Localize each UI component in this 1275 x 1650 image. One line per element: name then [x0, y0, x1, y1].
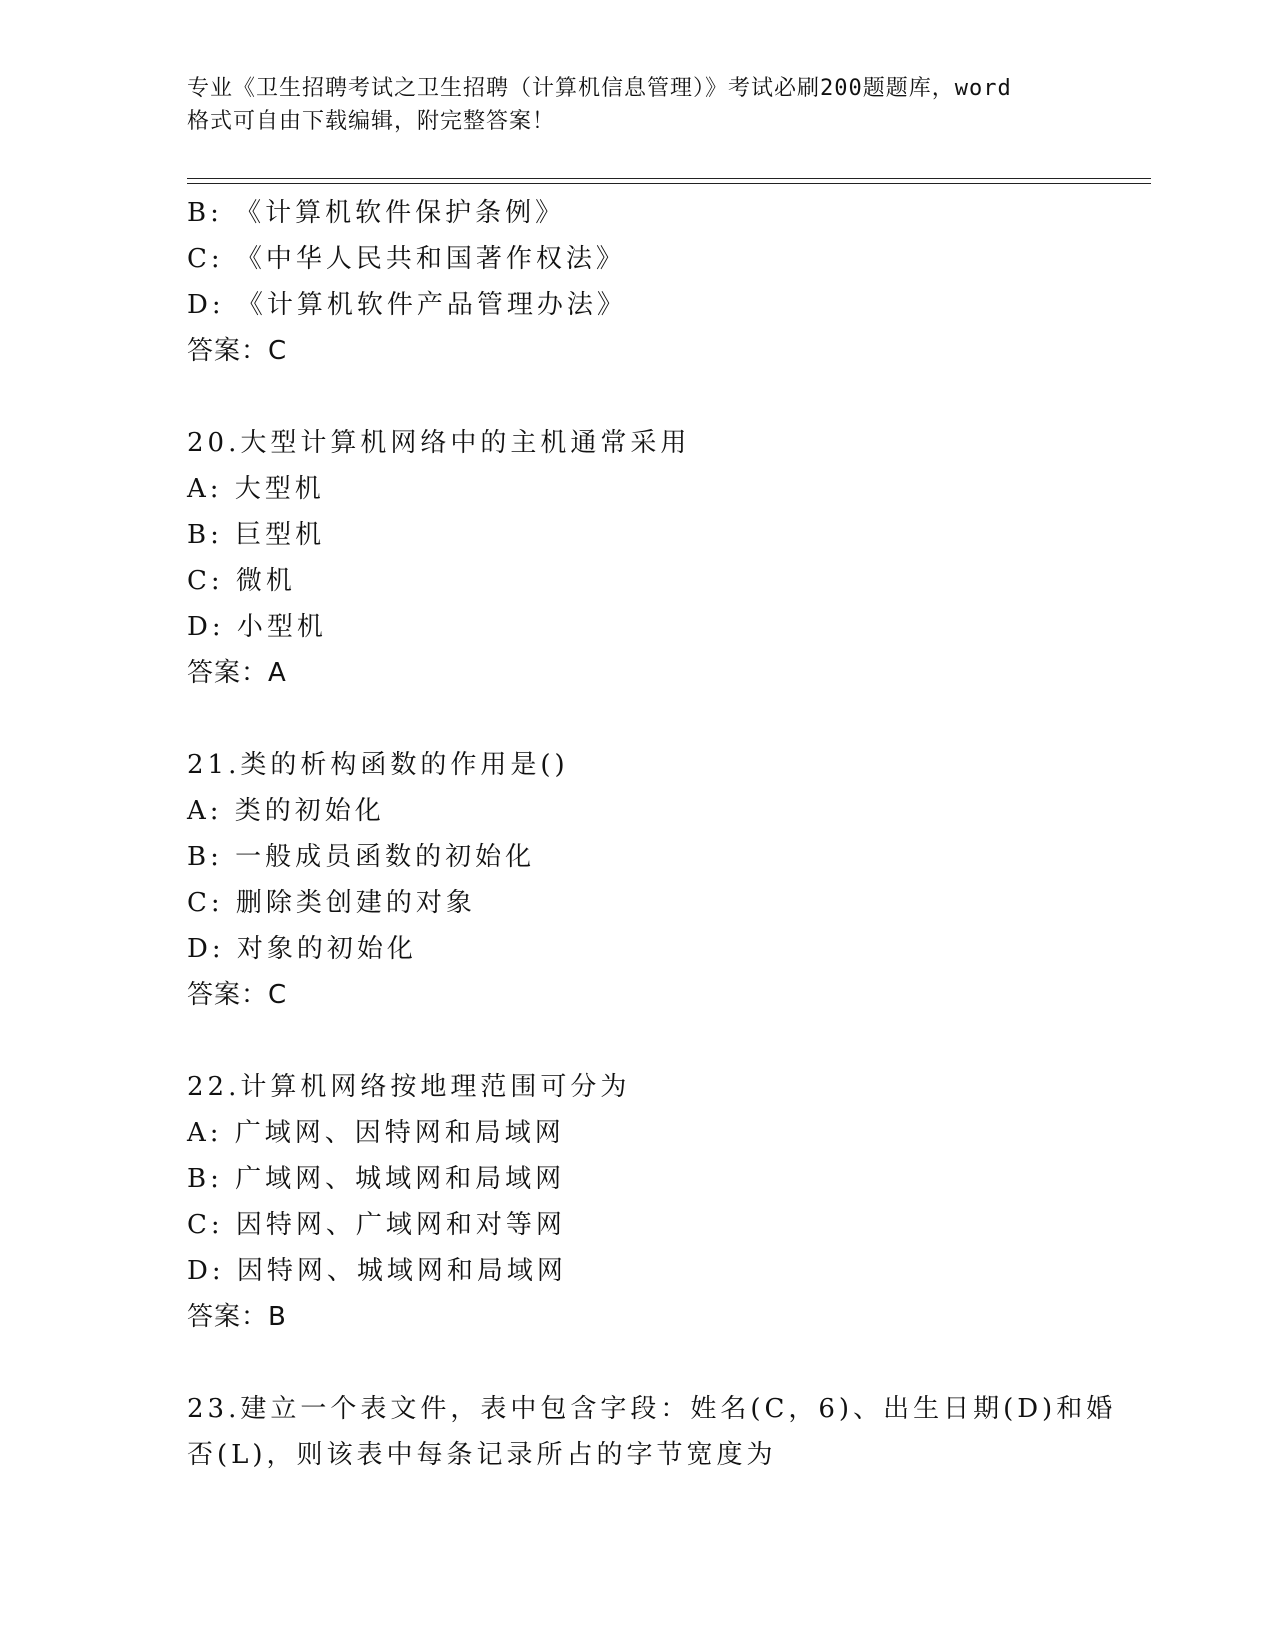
option-a: A: 大型机: [187, 474, 325, 504]
option-b: B: 一般成员函数的初始化: [187, 842, 536, 872]
question-21: [187, 742, 1087, 1018]
document-header: [187, 72, 1087, 138]
header-line-2: 格式可自由下载编辑，附完整答案！: [187, 109, 556, 134]
option-d: D: 《计算机软件产品管理办法》: [187, 290, 627, 320]
option-c: C: 《中华人民共和国著作权法》: [187, 244, 626, 274]
question-20: [187, 420, 1087, 696]
header-divider-bottom: [187, 183, 1151, 184]
question-stem-line-1: 23.建立一个表文件，表中包含字段：姓名(C，6)、出生日期(D)和婚: [187, 1394, 1117, 1424]
spacer: [187, 696, 1087, 742]
spacer: [187, 1340, 1087, 1386]
option-a: A: 类的初始化: [187, 796, 385, 826]
answer: 答案：B: [187, 1302, 287, 1332]
spacer: [187, 1018, 1087, 1064]
option-c: C: 因特网、广域网和对等网: [187, 1210, 566, 1240]
question-list: [187, 190, 1117, 1478]
option-a: A: 广域网、因特网和局域网: [187, 1118, 565, 1148]
answer: 答案：C: [187, 336, 288, 366]
question-stem: 20.大型计算机网络中的主机通常采用: [187, 428, 691, 458]
option-b: B: 《计算机软件保护条例》: [187, 198, 566, 228]
question-19-continued: [187, 190, 1087, 374]
spacer: [187, 374, 1087, 420]
header-divider-top: [187, 178, 1151, 179]
option-b: B: 巨型机: [187, 520, 326, 550]
question-stem: 21.类的析构函数的作用是(): [187, 750, 569, 780]
option-d: D: 小型机: [187, 612, 327, 642]
option-c: C: 微机: [187, 566, 296, 596]
option-d: D: 因特网、城域网和局域网: [187, 1256, 567, 1286]
question-stem: 22.计算机网络按地理范围可分为: [187, 1072, 631, 1102]
option-d: D: 对象的初始化: [187, 934, 417, 964]
option-b: B: 广域网、城域网和局域网: [187, 1164, 566, 1194]
answer: 答案：C: [187, 980, 288, 1010]
answer: 答案：A: [187, 658, 287, 688]
header-line-1: 专业《卫生招聘考试之卫生招聘（计算机信息管理）》考试必刷200题题库，word: [187, 76, 1012, 101]
question-23: [187, 1386, 1117, 1478]
question-stem-line-2: 否(L)，则该表中每条记录所占的字节宽度为: [187, 1440, 777, 1470]
option-c: C: 删除类创建的对象: [187, 888, 476, 918]
question-22: [187, 1064, 1087, 1340]
